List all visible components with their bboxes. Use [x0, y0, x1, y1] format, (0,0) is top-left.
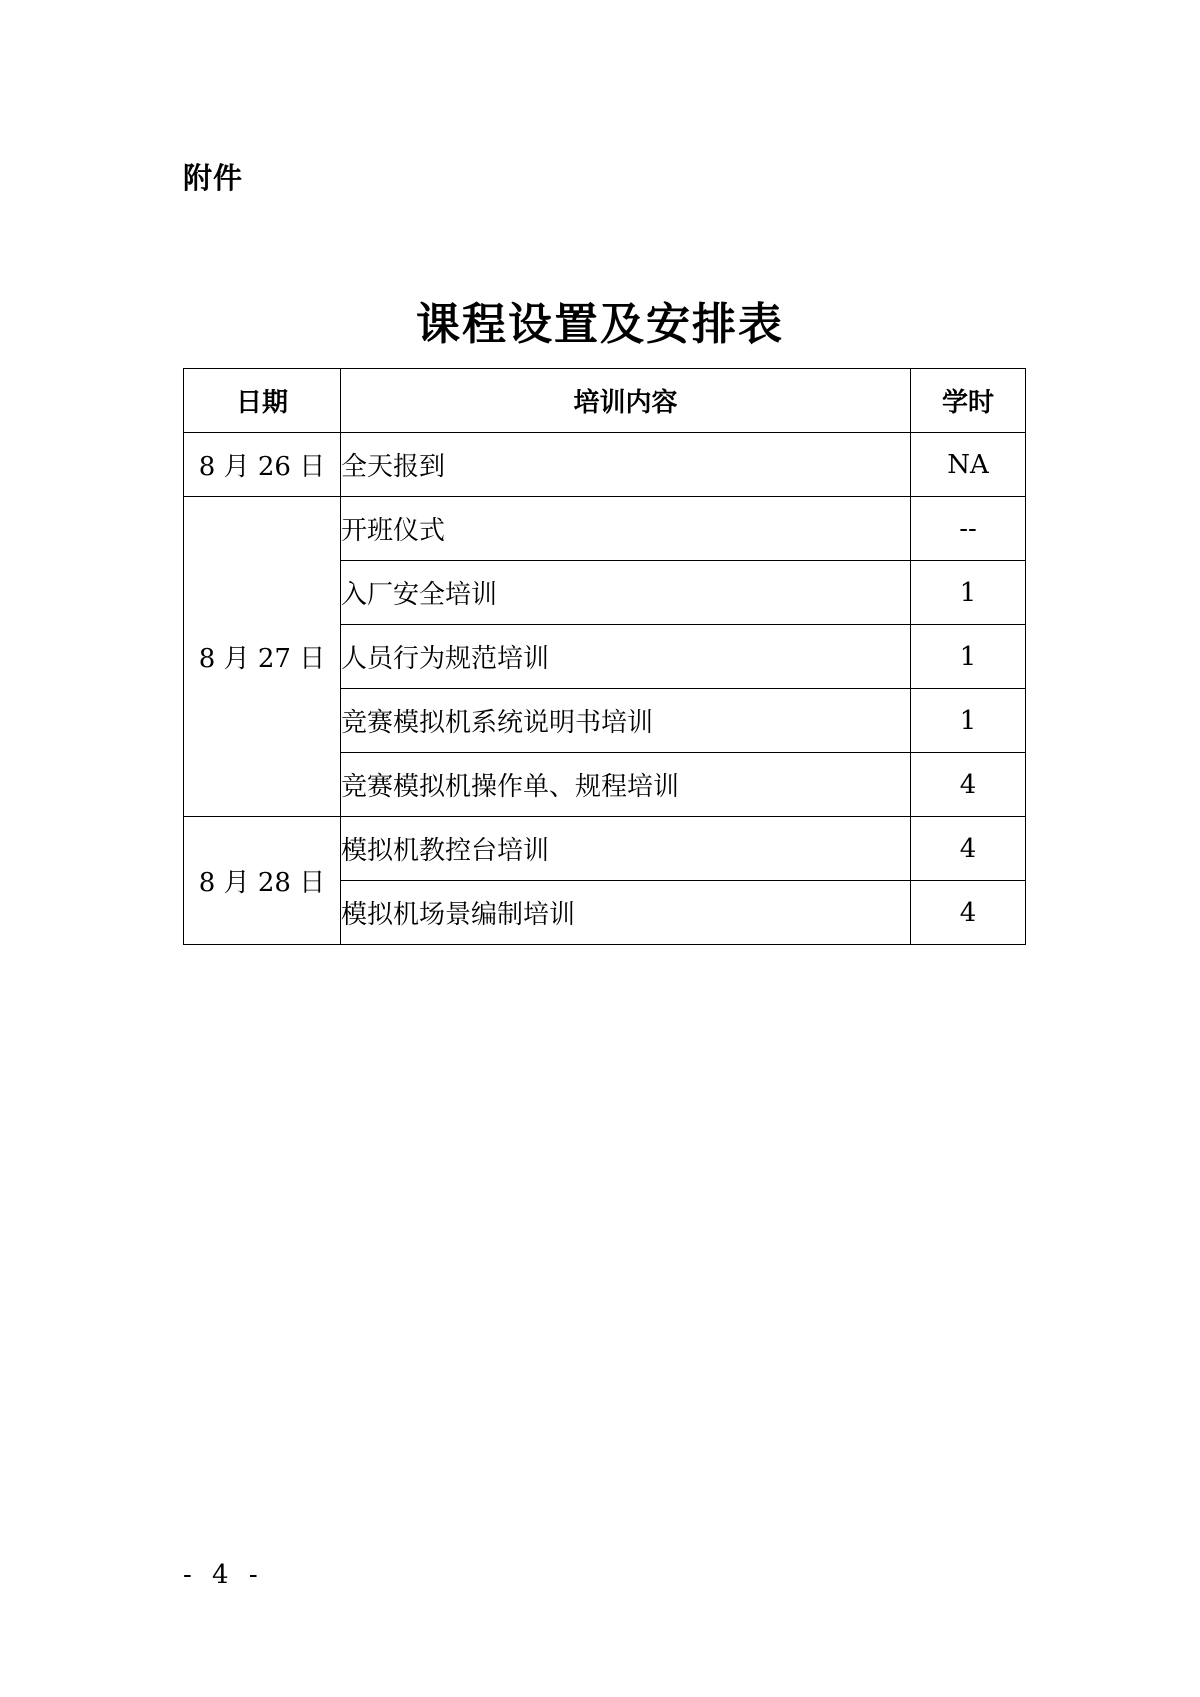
table-row: [184, 433, 1026, 497]
table-header-row: [184, 369, 1026, 433]
date-cell: 8 月 28 日: [184, 817, 341, 945]
table-row: [184, 817, 1026, 881]
content-cell: 入厂安全培训: [341, 561, 911, 625]
content-cell: 人员行为规范培训: [341, 625, 911, 689]
document-title: 课程设置及安排表: [416, 299, 784, 350]
hours-cell: 1: [911, 561, 1026, 625]
hours-cell: 1: [911, 625, 1026, 689]
page-number: - 4 -: [183, 1560, 264, 1590]
header-date: 日期: [184, 369, 341, 433]
content-cell: 模拟机教控台培训: [341, 817, 911, 881]
content-cell: 竞赛模拟机系统说明书培训: [341, 689, 911, 753]
content-cell: 模拟机场景编制培训: [341, 881, 911, 945]
table-row: [184, 497, 1026, 561]
content-cell: 全天报到: [341, 433, 911, 497]
hours-cell: 1: [911, 689, 1026, 753]
header-hours: 学时: [911, 369, 1026, 433]
hours-cell: 4: [911, 881, 1026, 945]
hours-cell: 4: [911, 817, 1026, 881]
date-cell: 8 月 27 日: [184, 497, 341, 817]
course-schedule-table: [183, 368, 1026, 945]
hours-cell: NA: [911, 433, 1026, 497]
content-cell: 竞赛模拟机操作单、规程培训: [341, 753, 911, 817]
content-cell: 开班仪式: [341, 497, 911, 561]
attachment-label: 附件: [183, 161, 244, 195]
hours-cell: --: [911, 497, 1026, 561]
hours-cell: 4: [911, 753, 1026, 817]
date-cell: 8 月 26 日: [184, 433, 341, 497]
header-content: 培训内容: [341, 369, 911, 433]
